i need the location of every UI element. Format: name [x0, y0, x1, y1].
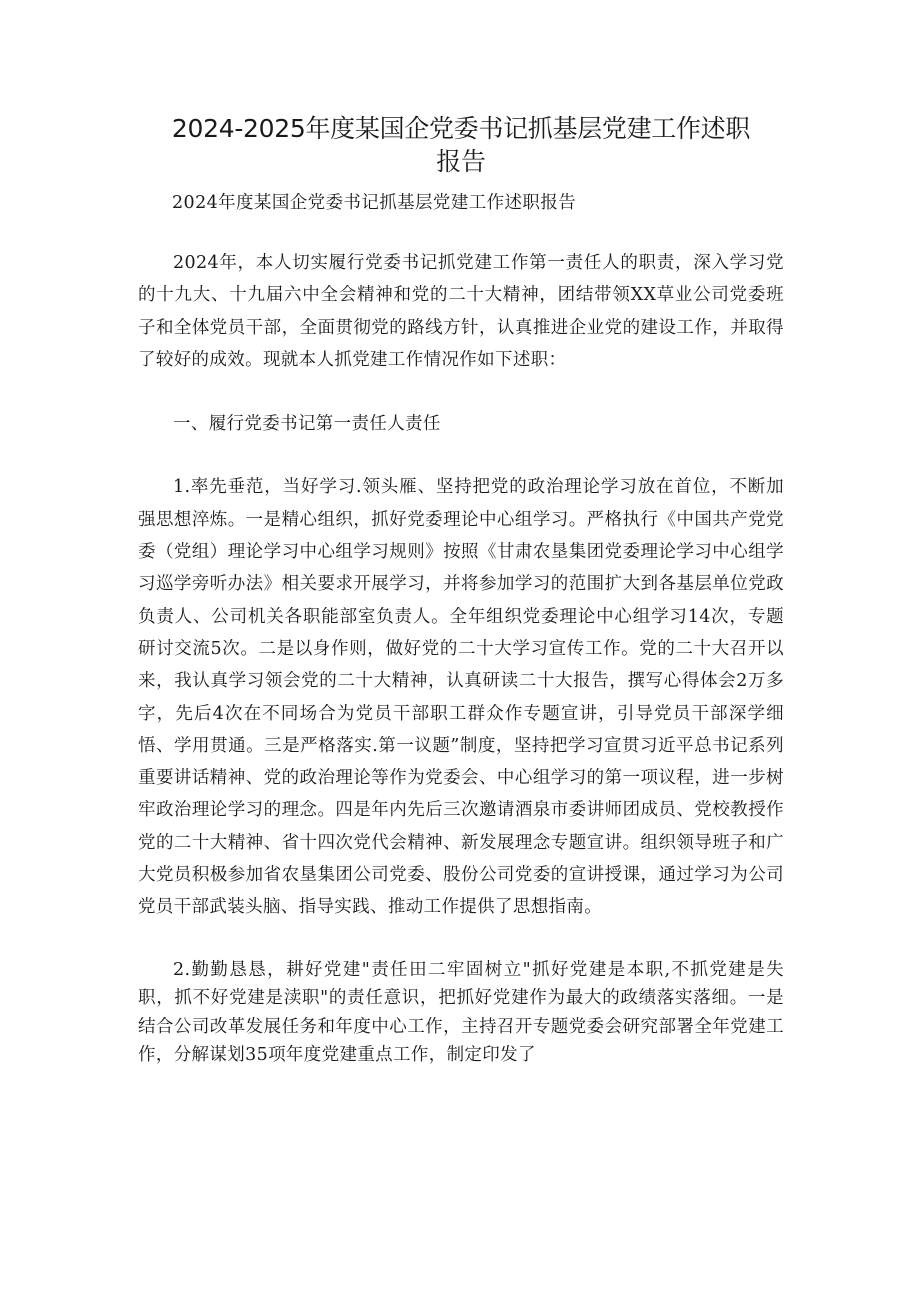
paragraph-item-2: 2.勤勤恳恳，耕好党建"责任田二牢固树立"抓好党建是本职,不抓党建是失职，抓不好党建是渎职"的责任意识，把抓好党建作为最大的政绩落实落细。一是结合公司改革发展任务和年度中心工作，主持召开专题党委会研究部署全年党建工作，分解谋划35项年度党建重点工作，制定印发了 [138, 959, 784, 1066]
document-subtitle: 2024年度某国企党委书记抓基层党建工作述职报告 [172, 193, 577, 213]
document-title [138, 112, 784, 178]
paragraph-item-1: 1.率先垂范，当好学习.领头雁、坚持把党的政治理论学习放在首位，不断加强思想淬炼。一是精心组织，抓好党委理论中心组学习。严格执行《中国共产党党委（党组）理论学习中心组学习规则》按照《甘肃农垦集团党委理论学习中心组学习巡学旁听办法》相关要求开展学习，并将参加学习的范围扩大到各基层单位党政负责人、公司机关各职能部室负责人。全年组织党委理论中心组学习14次，专题研讨交流5次。二是以身作则，做好党的二十大学习宣传工作。党的二十大召开以来，我认真学习领会党的二十大精神，认真研读二十大报告，撰写心得体会2万多字，先后4次在不同场合为党员干部职工群众作专题宣讲，引导党员干部深学细悟、学用贯通。三是严格落实.第一议题”制度，坚持把学习宣贯习近平总书记系列重要讲话精神、党的政治理论等作为党委会、中心组学习的第一项议程，进一步树牢政治理论学习的理念。四是年内先后三次邀请酒泉市委讲师团成员、党校教授作党的二十大精神、省十四次党代会精神、新发展理念专题宣讲。组织领导班子和广大党员积极参加省农垦集团公司党委、股份公司党委的宣讲授课，通过学习为公司党员干部武装头脑、指导实践、推动工作提供了思想指南。 [138, 477, 784, 918]
document-title-line-2: 报告 [436, 147, 486, 176]
intro-paragraph: 2024年，本人切实履行党委书记抓党建工作第一责任人的职责，深入学习党的十九大、十九届六中全会精神和党的二十大精神，团结带领XX草业公司党委班子和全体党员干部，全面贯彻党的路线方针，认真推进企业党的建设工作，并取得了较好的成效。现就本人抓党建工作情况作如下述职： [138, 253, 784, 370]
section-heading-1: 一、履行党委书记第一责任人责任 [173, 414, 441, 435]
document-title-line-1: 2024-2025年度某国企党委书记抓基层党建工作述职 [171, 114, 751, 143]
